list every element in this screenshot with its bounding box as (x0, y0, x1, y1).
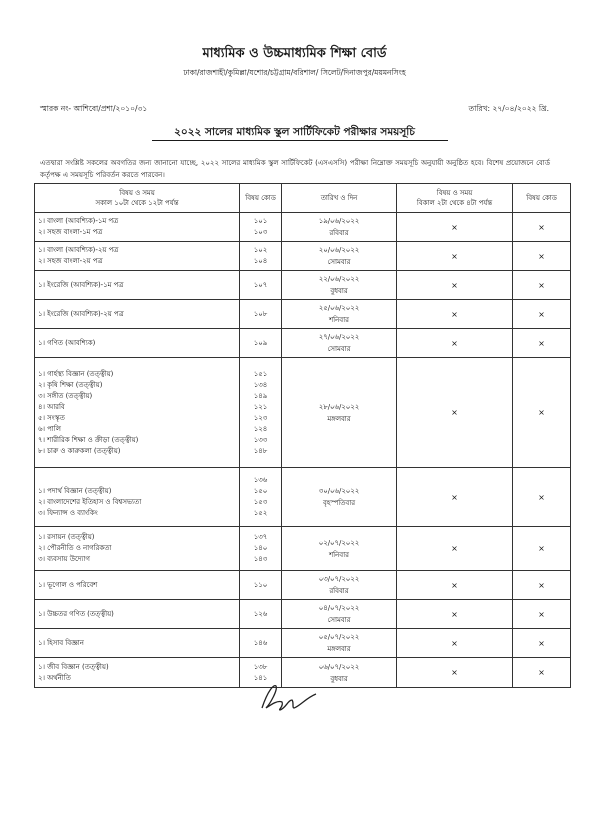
table-row (35, 571, 571, 600)
afternoon-subject-cell: × (397, 271, 513, 300)
notice-title: ২০২২ সালের মাধ্যমিক স্কুল সার্টিফিকেট পরীক্ষার সময়সূচি (174, 126, 415, 138)
exam-schedule-table (34, 183, 571, 688)
morning-subjects-cell (35, 329, 240, 358)
subject-code: ১২৩ (253, 413, 268, 422)
exam-date: ১৯/০৬/২০২২ (318, 217, 360, 225)
subject-item: ১। বাংলা (আবশ্যিক)-২য় পত্র (38, 246, 119, 254)
date-day-cell (282, 329, 397, 358)
afternoon-code-cell: × (513, 527, 571, 571)
exam-date: ০৪/০৭/২০২২ (318, 604, 360, 612)
subject-code: ১৫০ (253, 487, 268, 495)
afternoon-code-cell: × (513, 468, 571, 527)
subject-code: ১৪১ (253, 673, 268, 682)
exam-day: রবিবার (329, 587, 349, 595)
subject-codes-cell (240, 600, 282, 629)
morning-subjects-cell (35, 527, 240, 571)
afternoon-subject-cell: × (397, 213, 513, 242)
afternoon-code-cell: × (513, 629, 571, 658)
morning-subjects-cell (35, 600, 240, 629)
header-date-day: তারিখ ও দিন (282, 184, 397, 213)
subject-code: ১০৯ (253, 338, 268, 347)
exam-date: ২৮/০৬/২০২২ (318, 402, 360, 411)
title-underline (152, 140, 448, 141)
morning-subjects-cell (35, 571, 240, 600)
subject-codes-cell (240, 213, 282, 242)
subject-code: ১৫১ (253, 369, 268, 378)
afternoon-code-cell: × (513, 271, 571, 300)
afternoon-subject-cell: × (397, 527, 513, 571)
subject-code: ১২৪ (253, 424, 268, 433)
exam-date: ০৩/০৭/২০২২ (318, 575, 360, 583)
exam-day: শনিবার (329, 316, 349, 324)
subject-codes-cell (240, 629, 282, 658)
subject-code: ১৩৪ (253, 380, 268, 389)
subject-item: ১। রসায়ন (তত্ত্বীয়) (38, 533, 95, 541)
exam-date: ০৬/০৭/২০২২ (318, 662, 360, 671)
intro-paragraph: এতদ্বারা সংশ্লিষ্ট সকলের অবগতির জন্য জানানো যাচ্ছে, ২০২২ সালের মাধ্যমিক স্কুল সার্টিফিকেট (এসএসসি) পরীক্ষা নিম্নোক্ত সময়সূচি অনুযায়ী অনুষ্ঠিত হবে। বিশেষ প্রয়োজনে বোর্ড কর্তৃপক্ষ এ সময়সূচি পরিবর্তন করতে পারবেন। (40, 159, 550, 179)
exam-date: ০২/০৭/২০২২ (318, 538, 360, 547)
afternoon-code-cell: × (513, 213, 571, 242)
morning-subjects-cell (35, 213, 240, 242)
exam-date: ০৫/০৭/২০২২ (318, 633, 360, 641)
subject-item: ১। জীব বিজ্ঞান (তত্ত্বীয়) (38, 662, 109, 671)
board-name: মাধ্যমিক ও উচ্চমাধ্যমিক শিক্ষা বোর্ড (202, 46, 387, 61)
morning-subjects-cell (35, 358, 240, 468)
schedule-body (35, 213, 571, 688)
exam-date: ২৭/০৬/২০২২ (318, 333, 360, 341)
header-afternoon-subject: বিষয় ও সময় (436, 189, 473, 197)
notice-date: তারিখ: ২৭/০৪/২০২২ খ্রি. (468, 104, 549, 113)
table-row (35, 629, 571, 658)
exam-date: ২০/০৬/২০২২ (318, 246, 360, 254)
subject-codes-cell (240, 527, 282, 571)
table-row (35, 468, 571, 527)
table-row (35, 271, 571, 300)
subject-item: ২। কৃষি শিক্ষা (তত্ত্বীয়) (38, 380, 103, 389)
subject-item: ১। গণিত (আবশ্যিক) (38, 338, 96, 347)
subject-code: ১২১ (253, 402, 268, 411)
date-day-cell (282, 468, 397, 527)
table-row (35, 600, 571, 629)
subject-item: ১। পদার্থ বিজ্ঞান (তত্ত্বীয়) (38, 487, 112, 495)
exam-date: ২৫/০৬/২০২২ (318, 304, 360, 312)
subject-code: ১০২ (253, 246, 268, 254)
header-afternoon-time: বিকাল ২টা থেকে ৪টা পর্যন্ত (416, 199, 493, 207)
date-day-cell (282, 242, 397, 271)
subject-code: ১৪০ (253, 544, 268, 552)
header-code-2: বিষয় কোড (513, 184, 571, 213)
subject-code: ১৫৩ (253, 498, 268, 506)
memo-number: স্মারক নং- আশিবো/প্রশা/২০১০/৩১ (40, 104, 148, 113)
afternoon-subject-cell: × (397, 242, 513, 271)
subject-item: ৫। সংস্কৃত (38, 413, 65, 422)
afternoon-subject-cell: × (397, 468, 513, 527)
morning-subjects-cell (35, 271, 240, 300)
subject-codes-cell (240, 358, 282, 468)
afternoon-subject-cell: × (397, 571, 513, 600)
afternoon-subject-cell: × (397, 300, 513, 329)
table-row (35, 329, 571, 358)
subject-codes-cell (240, 242, 282, 271)
afternoon-code-cell: × (513, 600, 571, 629)
subject-code: ১৩৩ (253, 435, 268, 444)
subject-item: ২। অর্থনীতি (38, 673, 71, 682)
board-cities: ঢাকা/রাজশাহী/কুমিল্লা/যশোর/চট্টগ্রাম/বরিশাল/ সিলেট/দিনাজপুর/ময়মনসিংহ (183, 68, 406, 77)
subject-code: ১২৬ (253, 609, 268, 618)
signature (258, 680, 320, 714)
exam-day: মঙ্গলবার (327, 645, 351, 653)
date-day-cell (282, 600, 397, 629)
subject-item: ২। সহজ বাংলা-২য় পত্র (38, 257, 103, 265)
header-code: বিষয় কোড (240, 184, 282, 213)
subject-code: ১৫২ (253, 509, 268, 517)
exam-day: শনিবার (329, 550, 349, 559)
afternoon-code-cell: × (513, 300, 571, 329)
subject-item: ১। ভূগোল ও পরিবেশ (38, 580, 98, 589)
morning-subjects-cell (35, 300, 240, 329)
subject-code: ১১০ (253, 580, 268, 589)
date-day-cell (282, 271, 397, 300)
table-row (35, 300, 571, 329)
afternoon-subject-cell: × (397, 600, 513, 629)
subject-codes-cell (240, 271, 282, 300)
subject-item: ১। গার্হস্থ্য বিজ্ঞান (তত্ত্বীয়) (38, 369, 114, 378)
subject-item: ২। পৌরনীতি ও নাগরিকতা (38, 544, 112, 552)
subject-code: ১০৭ (253, 280, 268, 289)
subject-code: ১০৩ (253, 228, 268, 236)
subject-item: ১। হিসাব বিজ্ঞান (38, 638, 84, 647)
exam-day: বুধবার (330, 287, 348, 295)
afternoon-code-cell: × (513, 358, 571, 468)
exam-day: সোমবার (327, 258, 351, 266)
subject-code: ১৪৯ (253, 391, 268, 400)
subject-code: ১৪৬ (253, 638, 268, 647)
subject-codes-cell (240, 468, 282, 527)
subject-item: ১। বাংলা (আবশ্যিক)-১ম পত্র (38, 217, 119, 225)
subject-codes-cell (240, 329, 282, 358)
exam-day: রবিবার (329, 229, 349, 237)
subject-item: ১। ইংরেজি (আবশ্যিক)-২য় পত্র (38, 309, 124, 318)
subject-code: ১৪৩ (253, 555, 268, 563)
header-afternoon (397, 184, 513, 213)
date-day-cell (282, 571, 397, 600)
subject-item: ৮। চারু ও কারুকলা (তত্ত্বীয়) (38, 446, 121, 455)
afternoon-subject-cell: × (397, 329, 513, 358)
subject-code: ১৩৬ (253, 476, 268, 484)
subject-code: ১০১ (253, 217, 268, 225)
subject-item: ২। সহজ বাংলা-১ম পত্র (38, 228, 103, 236)
subject-item: ২। বাংলাদেশের ইতিহাস ও বিশ্বসভ্যতা (38, 498, 142, 506)
morning-subjects-cell (35, 658, 240, 688)
exam-day: বুধবার (330, 674, 348, 683)
afternoon-subject-cell: × (397, 358, 513, 468)
header-morning (35, 184, 240, 213)
afternoon-code-cell: × (513, 658, 571, 688)
exam-day: মঙ্গলবার (327, 414, 351, 423)
date-day-cell (282, 527, 397, 571)
morning-subjects-cell (35, 468, 240, 527)
afternoon-code-cell: × (513, 571, 571, 600)
exam-date: ৩০/০৬/২০২২ (318, 487, 360, 495)
subject-item: ৪। আরবি (38, 402, 65, 411)
subject-code: ১০৪ (253, 257, 268, 265)
subject-item: ৩। ব্যবসায় উদ্যোগ (38, 555, 90, 563)
morning-subjects-cell (35, 242, 240, 271)
subject-codes-cell (240, 300, 282, 329)
subject-item: ৩। ফিন্যান্স ও ব্যাংকিং (38, 509, 98, 517)
subject-item: ১। ইংরেজি (আবশ্যিক)-১ম পত্র (38, 280, 124, 289)
table-row (35, 242, 571, 271)
subject-code: ১৩৭ (253, 533, 268, 541)
afternoon-subject-cell: × (397, 629, 513, 658)
exam-date: ২২/০৬/২০২২ (318, 275, 360, 283)
subject-code: ১০৮ (253, 309, 268, 318)
subject-item: ১। উচ্চতর গণিত (তত্ত্বীয়) (38, 609, 114, 618)
subject-item: ৬। পালি (38, 424, 61, 433)
subject-item: ৩। সঙ্গীত (তত্ত্বীয়) (38, 391, 93, 400)
date-day-cell (282, 213, 397, 242)
subject-item (38, 475, 236, 486)
afternoon-subject-cell: × (397, 658, 513, 688)
date-day-cell (282, 629, 397, 658)
table-row (35, 358, 571, 468)
table-header-row (35, 184, 571, 213)
subject-codes-cell (240, 571, 282, 600)
afternoon-code-cell: × (513, 329, 571, 358)
exam-day: বৃহস্পতিবার (322, 499, 356, 507)
exam-day: সোমবার (327, 616, 351, 624)
morning-subjects-cell (35, 629, 240, 658)
header-morning-time: সকাল ১০টা থেকে ১২টা পর্যন্ত (95, 199, 179, 207)
table-row (35, 213, 571, 242)
table-row (35, 527, 571, 571)
subject-code: ১৪৮ (253, 446, 268, 455)
date-day-cell (282, 300, 397, 329)
date-day-cell (282, 358, 397, 468)
afternoon-code-cell: × (513, 242, 571, 271)
exam-day: সোমবার (327, 345, 351, 353)
subject-code: ১৩৮ (253, 662, 268, 671)
header-morning-subject: বিষয় ও সময় (119, 189, 155, 197)
subject-item: ৭। শারীরিক শিক্ষা ও ক্রীড়া (তত্ত্বীয়) (38, 435, 139, 444)
